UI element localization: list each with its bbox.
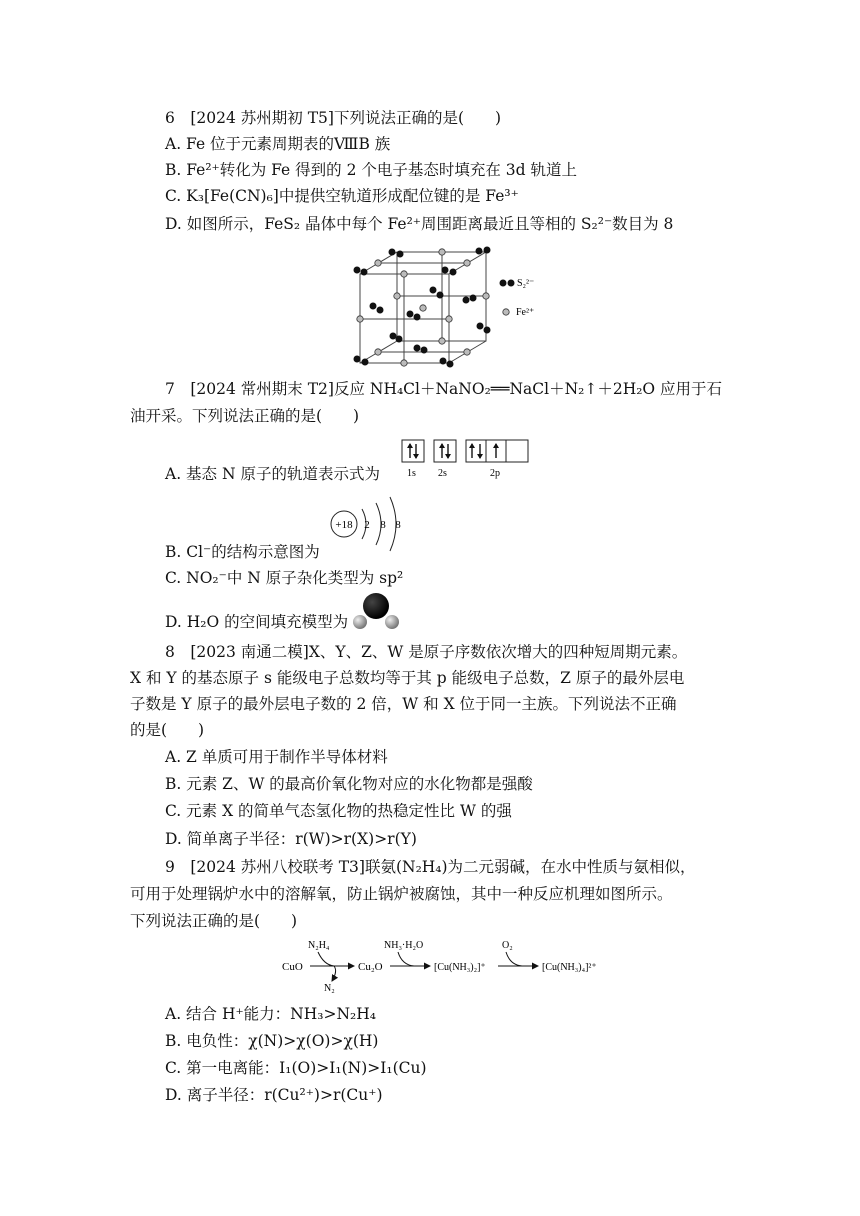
water-space-filling-model — [352, 589, 400, 633]
q8-option-c: C. 元素 X 的简单气态氢化物的热稳定性比 W 的强 — [165, 802, 512, 820]
scheme-cuo: CuO — [282, 961, 303, 973]
scheme-cu-nh3-4: [Cu(NH₃)₄]²⁺ — [542, 962, 597, 973]
chloride-structure-diagram — [326, 493, 414, 555]
orbital-label-2s: 2s — [438, 468, 447, 479]
legend-s2-label: S₂²⁻ — [517, 278, 535, 289]
q9-option-c: C. 第一电离能：I₁(O)>I₁(N)>I₁(Cu) — [165, 1059, 427, 1077]
q9-option-b: B. 电负性：χ(N)>χ(O)>χ(H) — [165, 1032, 379, 1050]
q6-stem: 6 [2024 苏州期初 T5]下列说法正确的是( ) — [165, 109, 502, 127]
q9-stem-line2: 可用于处理锅炉水中的溶解氧，防止锅炉被腐蚀，其中一种反应机理如图所示。 — [130, 885, 673, 903]
q9-option-d: D. 离子半径：r(Cu²⁺)>r(Cu⁺) — [165, 1086, 383, 1104]
q8-stem-line1: 8 [2023 南通二模]X、Y、Z、W 是原子序数依次增大的四种短周期元素。 — [165, 643, 688, 661]
q6-option-b: B. Fe²⁺转化为 Fe 得到的 2 个电子基态时填充在 3d 轨道上 — [165, 161, 578, 179]
q7-option-c: C. NO₂⁻中 N 原子杂化类型为 sp² — [165, 569, 404, 587]
reaction-mechanism-scheme — [280, 935, 600, 997]
scheme-nh3h2o: NH₃·H₂O — [384, 940, 424, 951]
q8-stem-line4: 的是( ) — [130, 721, 205, 739]
q7-stem-line2: 油开采。下列说法正确的是( ) — [130, 407, 360, 425]
q8-option-a: A. Z 单质可用于制作半导体材料 — [165, 748, 388, 766]
q7-option-d: D. H₂O 的空间填充模型为 — [165, 613, 349, 631]
shell-2-count: 8 — [380, 519, 386, 531]
nucleus-charge: +18 — [335, 519, 353, 531]
scheme-n2: N₂ — [324, 983, 335, 994]
q8-stem-line2: X 和 Y 的基态原子 s 能级电子总数均等于其 p 能级电子总数，Z 原子的最外层电 — [130, 669, 685, 687]
scheme-cu-nh3-2: [Cu(NH₃)₂]⁺ — [434, 962, 486, 973]
q6-option-a: A. Fe 位于元素周期表的ⅧB 族 — [165, 135, 391, 153]
q9-stem-line1: 9 [2024 苏州八校联考 T3]联氨(N₂H₄)为二元弱碱，在水中性质与氨相似， — [165, 858, 696, 876]
q6-option-d: D. 如图所示，FeS₂ 晶体中每个 Fe²⁺周围距离最近且等相的 S₂²⁻数目为 8 — [165, 215, 674, 233]
fes2-crystal-figure — [345, 244, 560, 370]
q8-option-d: D. 简单离子半径：r(W)>r(X)>r(Y) — [165, 830, 417, 848]
scheme-n2h4: N₂H₄ — [308, 940, 330, 951]
legend-fe-label: Fe²⁺ — [516, 307, 535, 318]
q7-option-b: B. Cl⁻的结构示意图为 — [165, 543, 320, 561]
q9-option-a: A. 结合 H⁺能力：NH₃>N₂H₄ — [165, 1005, 376, 1023]
q7-option-a: A. 基态 N 原子的轨道表示式为 — [165, 465, 380, 483]
orbital-label-1s: 1s — [407, 468, 416, 479]
scheme-o2: O₂ — [502, 940, 513, 951]
q8-option-b: B. 元素 Z、W 的最高价氧化物对应的水化物都是强酸 — [165, 775, 533, 793]
q8-stem-line3: 子数是 Y 原子的最外层电子数的 2 倍，W 和 X 位于同一主族。下列说法不正确 — [130, 695, 677, 713]
scheme-cu2o: Cu₂O — [358, 961, 383, 973]
nitrogen-orbital-diagram — [400, 438, 532, 480]
orbital-label-2p: 2p — [490, 468, 500, 479]
q9-stem-line3: 下列说法正确的是( ) — [130, 912, 298, 930]
q7-stem-line1: 7 [2024 常州期末 T2]反应 NH₄Cl＋NaNO₂══NaCl＋N₂↑＋2H₂O 应用于石 — [165, 380, 723, 398]
shell-1-count: 2 — [364, 519, 370, 531]
q6-option-c: C. K₃[Fe(CN)₆]中提供空轨道形成配位键的是 Fe³⁺ — [165, 187, 519, 205]
shell-3-count: 8 — [395, 519, 401, 531]
